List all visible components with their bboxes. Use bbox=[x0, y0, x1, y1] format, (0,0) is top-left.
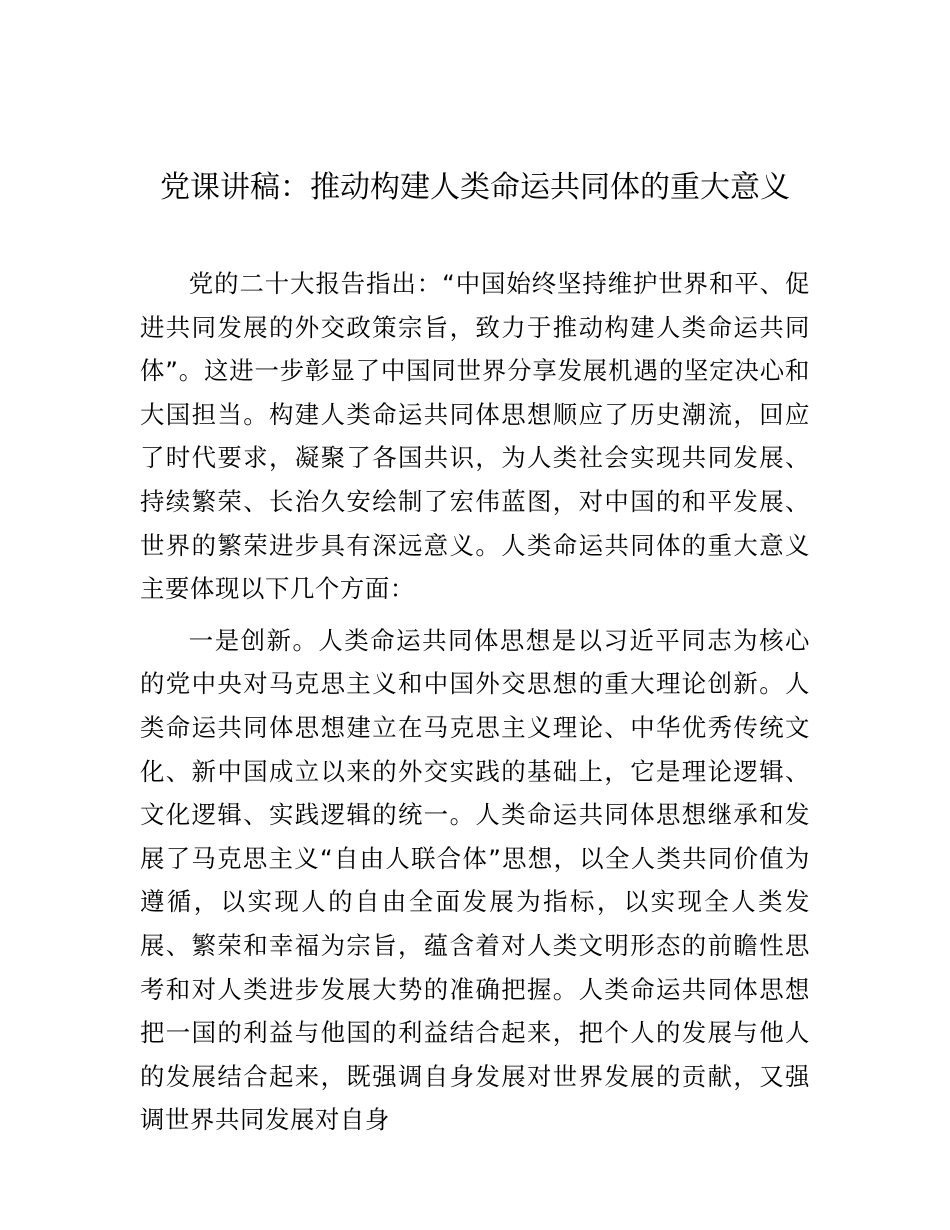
document-body bbox=[140, 262, 810, 1150]
document-title: 党课讲稿：推动构建人类命运共同体的重大意义 bbox=[160, 170, 790, 205]
paragraph-intro: 党的二十大报告指出：“中国始终坚持维护世界和平、促进共同发展的外交政策宗旨，致力于推动构建人类命运共同体”。这进一步彰显了中国同世界分享发展机遇的坚定决心和大国担当。构建人类命运共同体思想顺应了历史潮流，回应了时代要求，凝聚了各国共识，为人类社会实现共同发展、持续繁荣、长治久安绘制了宏伟蓝图，对中国的和平发展、世界的繁荣进步具有深远意义。人类命运共同体的重大意义主要体现以下几个方面： bbox=[140, 269, 810, 604]
paragraph-innovation: 一是创新。人类命运共同体思想是以习近平同志为核心的党中央对马克思主义和中国外交思想的重大理论创新。人类命运共同体思想建立在马克思主义理论、中华优秀传统文化、新中国成立以来的外交实践的基础上，它是理论逻辑、文化逻辑、实践逻辑的统一。人类命运共同体思想继承和发展了马克思主义“自由人联合体”思想，以全人类共同价值为遵循，以实现人的自由全面发展为指标，以实现全人类发展、繁荣和幸福为宗旨，蕴含着对人类文明形态的前瞻性思考和对人类进步发展大势的准确把握。人类命运共同体思想把一国的利益与他国的利益结合起来，把个人的发展与他人的发展结合起来，既强调自身发展对世界发展的贡献，又强调世界共同发展对自身 bbox=[140, 625, 810, 1135]
